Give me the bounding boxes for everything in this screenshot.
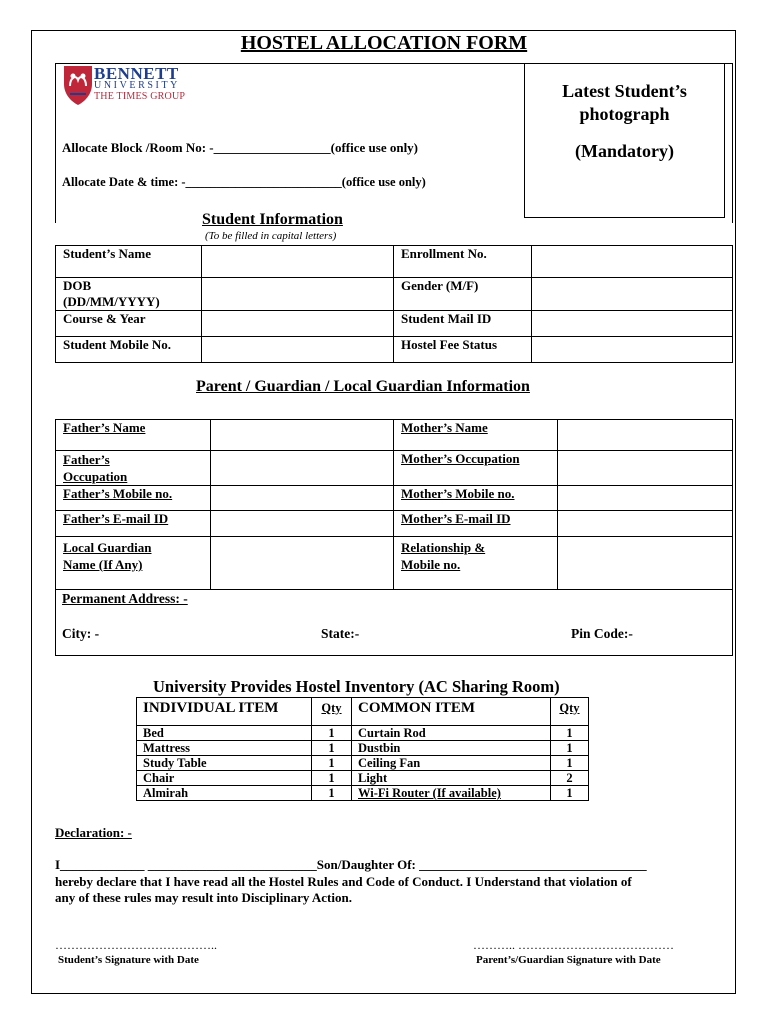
dob-label [56, 278, 202, 311]
father-occupation-line1: Father’s [63, 452, 110, 467]
father-occupation-field[interactable] [211, 451, 394, 486]
enrollment-field[interactable] [532, 246, 733, 278]
photo-box [524, 63, 725, 218]
logo-sub: UNIVERSITY [94, 80, 180, 91]
photo-line1: Latest Student’s [562, 81, 687, 101]
item-qty: 1 [312, 786, 352, 801]
inventory-table [136, 697, 589, 801]
inventory-row [137, 756, 589, 771]
mother-occupation-field[interactable] [558, 451, 733, 486]
common-item-qty: 1 [551, 756, 589, 771]
enrollment-label: Enrollment No. [394, 246, 532, 278]
student-info-title: Student Information [202, 211, 343, 228]
state-label: State:- [321, 626, 360, 641]
dob-field[interactable] [202, 278, 394, 311]
item-qty: 1 [312, 741, 352, 756]
hostel-fee-label: Hostel Fee Status [394, 337, 532, 363]
permanent-address-label: Permanent Address: - [62, 591, 188, 606]
common-item-name: Curtain Rod [352, 726, 551, 741]
inventory-row [137, 771, 589, 786]
mother-mobile-label: Mother’s Mobile no. [394, 486, 558, 511]
logo-group: THE TIMES GROUP [94, 91, 186, 102]
common-item-qty: 1 [551, 786, 589, 801]
student-name-label: Student’s Name [56, 246, 202, 278]
mother-mobile-field[interactable] [558, 486, 733, 511]
inventory-title: University Provides Hostel Inventory (AC Sharing Room) [153, 677, 560, 696]
item-qty: 1 [312, 771, 352, 786]
common-item-name: Ceiling Fan [352, 756, 551, 771]
item-name: Chair [137, 771, 312, 786]
item-qty: 1 [312, 726, 352, 741]
common-item-header: COMMON ITEM [352, 698, 551, 726]
father-name-field[interactable] [211, 420, 394, 451]
student-signature-line: ………………………………….. [55, 938, 217, 952]
dob-label-line2: (DD/MM/YYYY) [63, 294, 160, 309]
declaration-heading: Declaration: - [55, 825, 132, 840]
student-info-note: (To be filled in capital letters) [205, 230, 337, 242]
common-item-name: Light [352, 771, 551, 786]
relationship-line1: Relationship & [401, 540, 486, 555]
local-guardian-field[interactable] [211, 537, 394, 590]
local-guardian-line2: Name (If Any) [63, 557, 143, 572]
declaration-line1: I_____________ __________________________Son/Daughter Of: ___________________________________ [55, 857, 647, 872]
declaration-line3: any of these rules may result into Disciplinary Action. [55, 890, 352, 905]
dob-label-line1: DOB [63, 278, 92, 293]
common-item-name: Wi-Fi Router (If available) [352, 786, 551, 801]
student-info-table [55, 245, 733, 363]
course-year-label: Course & Year [56, 311, 202, 337]
hostel-fee-field[interactable] [532, 337, 733, 363]
student-mobile-label: Student Mobile No. [56, 337, 202, 363]
father-occupation-label [56, 451, 211, 486]
relationship-line2: Mobile no. [401, 557, 461, 572]
student-mail-label: Student Mail ID [394, 311, 532, 337]
relationship-label [394, 537, 558, 590]
city-label: City: - [62, 626, 100, 641]
common-item-qty: 1 [551, 726, 589, 741]
student-mail-field[interactable] [532, 311, 733, 337]
course-year-field[interactable] [202, 311, 394, 337]
individual-item-header: INDIVIDUAL ITEM [137, 698, 312, 726]
mother-email-field[interactable] [558, 511, 733, 537]
qty-header-individual: Qty [312, 698, 352, 726]
student-mobile-field[interactable] [202, 337, 394, 363]
father-mobile-field[interactable] [211, 486, 394, 511]
allocate-date-line: Allocate Date & time: -_________________________(office use only) [62, 175, 426, 189]
logo-name: BENNETT [94, 64, 179, 83]
relationship-field[interactable] [558, 537, 733, 590]
common-item-qty: 2 [551, 771, 589, 786]
pin-code-label: Pin Code:- [571, 626, 633, 641]
item-name: Bed [137, 726, 312, 741]
qty-header-common: Qty [551, 698, 589, 726]
father-occupation-line2: Occupation [63, 469, 128, 484]
mother-name-label: Mother’s Name [394, 420, 558, 451]
item-qty: 1 [312, 756, 352, 771]
item-name: Almirah [137, 786, 312, 801]
gender-field[interactable] [532, 278, 733, 311]
local-guardian-label [56, 537, 211, 590]
photo-line3: (Mandatory) [575, 141, 674, 161]
inventory-row [137, 786, 589, 801]
guardian-info-table [55, 419, 733, 590]
student-signature-label: Student’s Signature with Date [58, 954, 199, 966]
father-mobile-label: Father’s Mobile no. [56, 486, 211, 511]
father-email-field[interactable] [211, 511, 394, 537]
guardian-info-title: Parent / Guardian / Local Guardian Information [196, 378, 530, 395]
parent-signature-label: Parent’s/Guardian Signature with Date [476, 954, 661, 966]
parent-signature-line: ……….. ………………………………… [473, 938, 674, 952]
mother-name-field[interactable] [558, 420, 733, 451]
inventory-row [137, 741, 589, 756]
common-item-name: Dustbin [352, 741, 551, 756]
gender-label: Gender (M/F) [394, 278, 532, 311]
mother-occupation-label: Mother’s Occupation [394, 451, 558, 486]
bennett-shield-icon [62, 64, 94, 106]
common-item-qty: 1 [551, 741, 589, 756]
local-guardian-line1: Local Guardian [63, 540, 152, 555]
father-email-label: Father’s E-mail ID [56, 511, 211, 537]
form-title: HOSTEL ALLOCATION FORM [240, 32, 528, 54]
student-name-field[interactable] [202, 246, 394, 278]
item-name: Study Table [137, 756, 312, 771]
item-name: Mattress [137, 741, 312, 756]
father-name-label: Father’s Name [56, 420, 211, 451]
allocate-block-line: Allocate Block /Room No: -__________________(office use only) [62, 140, 419, 155]
photo-line2: photograph [579, 104, 670, 124]
mother-email-label: Mother’s E-mail ID [394, 511, 558, 537]
declaration-line2: hereby declare that I have read all the Hostel Rules and Code of Conduct. I Understand that violation of [55, 874, 632, 889]
inventory-row [137, 726, 589, 741]
